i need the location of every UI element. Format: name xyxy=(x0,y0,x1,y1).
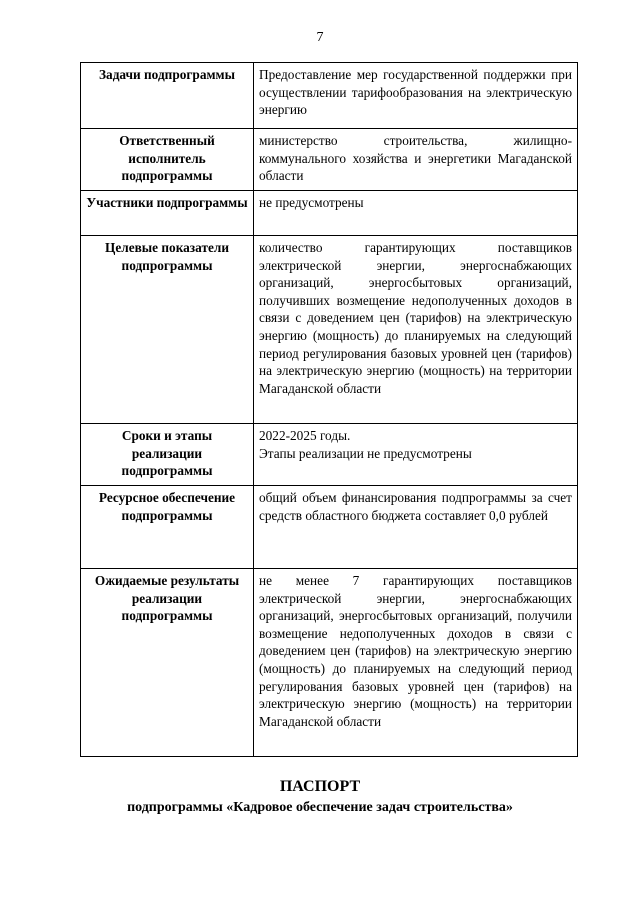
row-label-results: Ожидаемые результаты реализации подпрограммы xyxy=(81,569,254,757)
table-row xyxy=(81,63,578,129)
row-value-indicators: количество гарантирующих поставщиков электрической энергии, энергоснабжающих организаций, энергосбытовых организаций, получивших возмещение недополученных доходов в связи с доведением цен (тарифов) на электрическую энергию (мощность) до планируемых на следующий период регулирования базовых уровней цен (тарифов) на электрическую энергию (мощность) на территории Магаданской области xyxy=(254,236,578,424)
passport-heading: ПАСПОРТ xyxy=(279,778,361,795)
page-number: 7 xyxy=(316,30,324,45)
table-row xyxy=(81,569,578,757)
row-label-funding: Ресурсное обеспечение подпрограммы xyxy=(81,486,254,569)
row-value-funding: общий объем финансирования подпрограммы за счет средств областного бюджета составляет 0,0 рублей xyxy=(254,486,578,569)
row-label-timeline: Сроки и этапы реализации подпрограммы xyxy=(81,424,254,486)
table-row xyxy=(81,129,578,191)
row-label-tasks: Задачи подпрограммы xyxy=(81,63,254,129)
row-value-results: не менее 7 гарантирующих поставщиков электрической энергии, энергоснабжающих организаций, энергосбытовых организаций, получили возмещение недополученных доходов в связи с доведением цен (тарифов) на электрическую энергию (мощность) до планируемых на следующий период регулирования базовых уровней цен (тарифов) на электрическую энергию (мощность) на территории Магаданской области xyxy=(254,569,578,757)
row-label-participants: Участники подпрограммы xyxy=(81,191,254,236)
timeline-years: 2022-2025 годы. xyxy=(259,428,351,443)
table-row xyxy=(81,236,578,424)
row-value-executor: министерство строительства, жилищно-коммунального хозяйства и энергетики Магаданской области xyxy=(254,129,578,191)
row-value-timeline xyxy=(254,424,578,486)
row-value-participants: не предусмотрены xyxy=(254,191,578,236)
table-row xyxy=(81,424,578,486)
passport-table xyxy=(80,62,578,757)
row-label-indicators: Целевые показатели подпрограммы xyxy=(81,236,254,424)
row-value-tasks: Предоставление мер государственной поддержки при осуществлении тарифообразования на электрическую энергию xyxy=(254,63,578,129)
table-row xyxy=(81,486,578,569)
timeline-stages: Этапы реализации не предусмотрены xyxy=(259,445,472,461)
passport-subheading: подпрограммы «Кадровое обеспечение задач строительства» xyxy=(127,800,513,815)
row-label-executor: Ответственный исполнитель подпрограммы xyxy=(81,129,254,191)
table-row xyxy=(81,191,578,236)
